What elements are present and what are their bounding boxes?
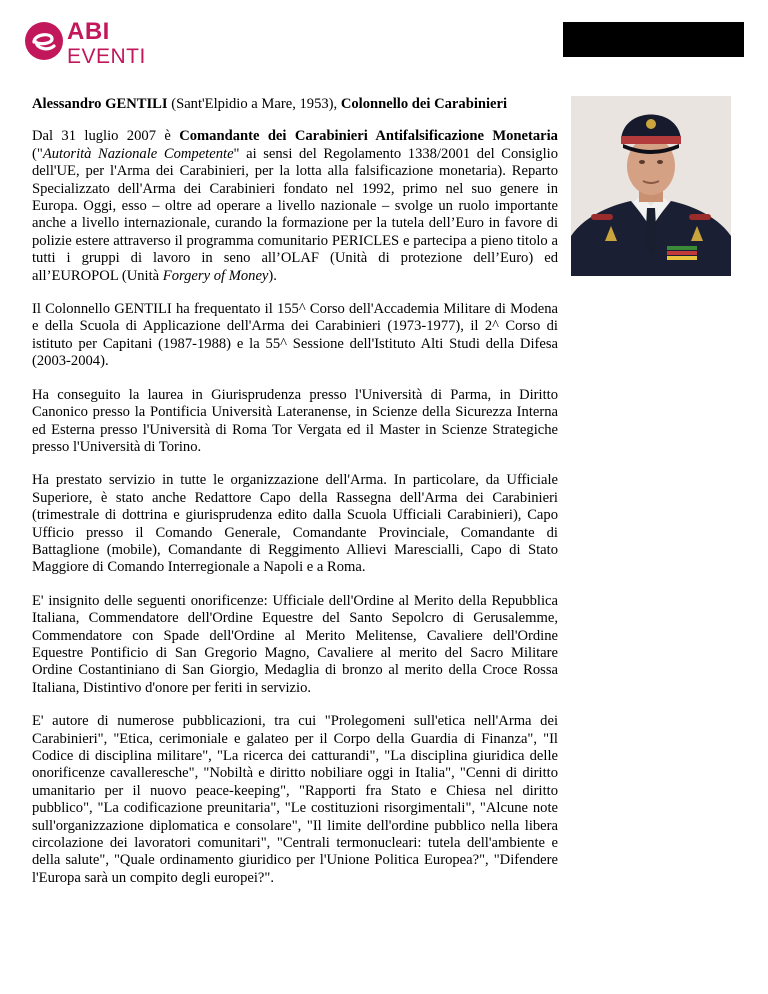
p1-text-e: " ai sensi del Regolamento 1338/2001 del Consiglio dell'UE, per l'Arma dei Carabinieri, per la lotta alla falsificazione monetaria). Reparto Specializzato dell'Arma dei Carabinieri fondato nel 1992, primo nel suo genere in Europa. Oggi, esso – oltre ad operare a livello nazionale – svolge un ruolo importante anche a livello internazionale, curando la formazione per la tutela dell’Euro in favore di polizie estere attraverso il programma comunitario PERICLES e partecipa a pieno titolo a tutti i gruppi di lavoro in seno all’OLAF (Unità di protezione dell’Euro) ed all’EUROPOL (Unità (32, 145, 558, 284)
p1-text-g: ). (268, 267, 277, 284)
biography-text (32, 96, 558, 903)
logo-text (67, 20, 146, 67)
logo-abi: ABI (67, 18, 110, 45)
p1-authority: Autorità Nazionale Competente (42, 145, 234, 162)
paragraph-service: Ha prestato servizio in tutte le organizzazione dell'Arma. In particolare, da Ufficiale Superiore, è stato anche Redattore Capo della Rassegna dell'Arma dei Carabinieri (trimestrale di dottrina e giurisprudenza edito dalla Scuola Ufficiali Carabinieri), Capo Ufficio presso il Comando Generale, Comandante Provinciale, Comandante di Battaglione (mobile), Comandante di Reggimento Allievi Marescialli, Capo di Stato Maggiore di Comando Interregionale a Napoli e a Roma. (32, 472, 558, 576)
portrait-photo (571, 96, 731, 276)
logo-mark-icon (22, 18, 66, 62)
person-rank: Colonnello dei Carabinieri (340, 96, 508, 112)
logo-eventi: EVENTI (67, 45, 146, 68)
paragraph-current-role (32, 128, 558, 285)
p1-text-c: (" (32, 145, 43, 162)
person-name: Alessandro GENTILI (32, 96, 168, 112)
p1-unit: Forgery of Money (162, 267, 269, 284)
person-origin: (Sant'Elpidio a Mare, 1953), (167, 96, 341, 112)
abi-eventi-logo (22, 18, 162, 72)
p1-text-a: Dal 31 luglio 2007 è (32, 128, 180, 145)
p1-role: Comandante dei Carabinieri Antifalsificazione Monetaria (179, 128, 558, 145)
bio-header (32, 96, 558, 113)
redaction-box (563, 22, 744, 57)
paragraph-degrees: Ha conseguito la laurea in Giurisprudenza presso l'Università di Parma, in Diritto Canonico presso la Pontificia Università Lateranense, in Scienze della Sicurezza Interna ed Esterna presso l'Università di Roma Tor Vergata ed il Master in Scienze Strategiche presso l'Università di Torino. (32, 386, 558, 455)
paragraph-publications: E' autore di numerose pubblicazioni, tra cui "Prolegomeni sull'etica nell'Arma dei Carabinieri", "Etica, cerimoniale e galateo per il Corpo della Guardia di Finanza", "Il Codice di disciplina militare", "La ricerca dei catturandi", "La disciplina giuridica delle onorificenze cavalleresche", "Nobiltà e diritto nobiliare oggi in Italia", "Cenni di diritto umanitario per il nuovo peace-keeping", "Rapporti fra Stato e Chiesa nel diritto pubblico", "La codificazione preunitaria", "Le costituzioni risorgimentali", "Alcune note sull'organizzazione diplomatica e consolare", "Il limite dell'ordine pubblico nella libera circolazione dei lavoratori comunitari", "Centrali termonucleari: tutela dell'ambiente e della salute", "Quale ordinamento giuridico per l'Unione Politica Europea?", "Difendere l'Europa sarà un compito degli europei?". (32, 713, 558, 886)
paragraph-honours: E' insignito delle seguenti onorificenze: Ufficiale dell'Ordine al Merito della Repubblica Italiana, Commendatore dell'Ordine Equestre del Santo Sepolcro di Gerusalemme, Commendatore con Spade dell'Ordine al Merito Melitense, Cavaliere dell'Ordine Equestre Pontificio di San Gregorio Magno, Cavaliere al merito del Sacro Militare Ordine Costantiniano di San Giorgio, Medaglia di bronzo al merito della Croce Rossa Italiana, Distintivo d'onore per feriti in servizio. (32, 592, 558, 696)
paragraph-education-military: Il Colonnello GENTILI ha frequentato il 155^ Corso dell'Accademia Militare di Modena e della Scuola di Applicazione dell'Arma dei Carabinieri (1973-1977), il 2^ Corso di istituto per Capitani (1987-1988) e la 55^ Sessione dell'Istituto Alti Studi della Difesa (2003-2004). (32, 301, 558, 370)
